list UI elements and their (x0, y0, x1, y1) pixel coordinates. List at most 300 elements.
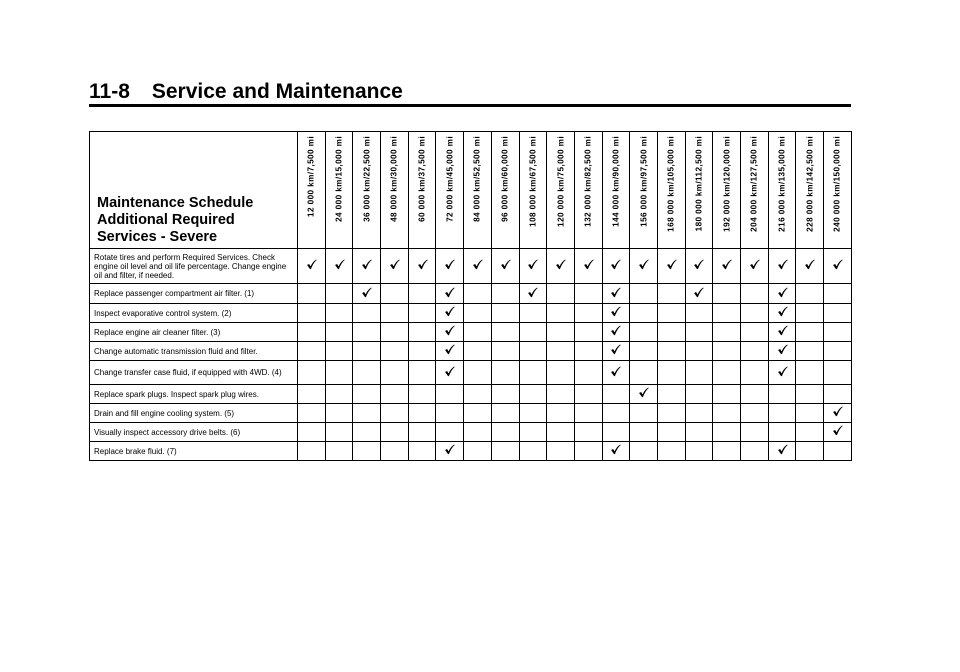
schedule-cell (824, 249, 852, 284)
schedule-cell (464, 442, 492, 461)
schedule-cell (574, 423, 602, 442)
checkmark-icon (832, 404, 843, 415)
table-row (90, 385, 852, 404)
interval-label: 36 000 km/22,500 mi (362, 136, 372, 222)
schedule-cell (436, 249, 464, 284)
service-description: Replace spark plugs. Inspect spark plug wires. (90, 385, 298, 404)
checkmark-icon (306, 257, 317, 268)
schedule-cell (353, 361, 381, 385)
schedule-cell (436, 304, 464, 323)
schedule-cell (657, 304, 685, 323)
schedule-cell (768, 342, 796, 361)
schedule-cell (768, 423, 796, 442)
schedule-cell (657, 442, 685, 461)
schedule-cell (713, 385, 741, 404)
table-row (90, 342, 852, 361)
schedule-cell (298, 423, 326, 442)
schedule-cell (353, 249, 381, 284)
schedule-cell (353, 284, 381, 304)
schedule-cell (464, 304, 492, 323)
schedule-cell (602, 284, 630, 304)
schedule-cell (768, 385, 796, 404)
schedule-cell (796, 361, 824, 385)
checkmark-icon (610, 257, 621, 268)
schedule-cell (796, 423, 824, 442)
checkmark-icon (444, 364, 455, 375)
schedule-cell (298, 342, 326, 361)
schedule-cell (796, 284, 824, 304)
checkmark-icon (610, 442, 621, 453)
schedule-cell (325, 442, 353, 461)
interval-header (630, 132, 658, 249)
schedule-cell (574, 442, 602, 461)
schedule-cell (381, 284, 409, 304)
checkmark-icon (444, 342, 455, 353)
schedule-cell (298, 323, 326, 342)
interval-header (713, 132, 741, 249)
schedule-cell (574, 284, 602, 304)
schedule-cell (685, 323, 713, 342)
schedule-cell (436, 442, 464, 461)
interval-header (547, 132, 575, 249)
schedule-cell (630, 442, 658, 461)
schedule-cell (408, 284, 436, 304)
schedule-cell (630, 323, 658, 342)
schedule-cell (353, 442, 381, 461)
schedule-cell (741, 361, 769, 385)
interval-header (657, 132, 685, 249)
schedule-cell (768, 404, 796, 423)
service-description: Replace brake fluid. (7) (90, 442, 298, 461)
service-description: Rotate tires and perform Required Services. Check engine oil level and oil life percentage. Change engine oil and filter, if needed. (90, 249, 298, 284)
schedule-cell (713, 342, 741, 361)
schedule-cell (657, 361, 685, 385)
schedule-cell (408, 442, 436, 461)
schedule-cell (574, 404, 602, 423)
schedule-cell (408, 404, 436, 423)
checkmark-icon (804, 257, 815, 268)
interval-label: 192 000 km/120,000 mi (722, 136, 732, 232)
interval-header (381, 132, 409, 249)
interval-header (741, 132, 769, 249)
schedule-cell (741, 404, 769, 423)
checkmark-icon (721, 257, 732, 268)
schedule-cell (298, 361, 326, 385)
checkmark-icon (638, 385, 649, 396)
service-description: Replace engine air cleaner filter. (3) (90, 323, 298, 342)
schedule-cell (713, 442, 741, 461)
schedule-cell (325, 323, 353, 342)
schedule-cell (741, 423, 769, 442)
schedule-cell (824, 442, 852, 461)
schedule-cell (741, 249, 769, 284)
schedule-cell (685, 284, 713, 304)
page-header (89, 80, 851, 104)
schedule-cell (519, 304, 547, 323)
schedule-cell (685, 423, 713, 442)
service-description: Change transfer case fluid, if equipped with 4WD. (4) (90, 361, 298, 385)
schedule-cell (491, 404, 519, 423)
schedule-cell (713, 404, 741, 423)
checkmark-icon (693, 257, 704, 268)
schedule-cell (768, 284, 796, 304)
checkmark-icon (527, 285, 538, 296)
schedule-cell (824, 423, 852, 442)
section-title: Service and Maintenance (151, 80, 403, 103)
schedule-cell (408, 249, 436, 284)
schedule-cell (630, 385, 658, 404)
schedule-cell (547, 361, 575, 385)
table-row (90, 323, 852, 342)
schedule-cell (381, 385, 409, 404)
interval-label: 156 000 km/97,500 mi (639, 136, 649, 227)
schedule-cell (464, 249, 492, 284)
checkmark-icon (777, 304, 788, 315)
schedule-cell (602, 323, 630, 342)
schedule-cell (408, 385, 436, 404)
table-row (90, 284, 852, 304)
checkmark-icon (444, 257, 455, 268)
schedule-cell (685, 304, 713, 323)
schedule-cell (298, 404, 326, 423)
schedule-cell (325, 404, 353, 423)
schedule-cell (298, 385, 326, 404)
table-title-line: Additional Required (97, 212, 235, 228)
interval-header (353, 132, 381, 249)
table-title (90, 132, 298, 249)
checkmark-icon (777, 342, 788, 353)
schedule-cell (547, 342, 575, 361)
service-description: Change automatic transmission fluid and filter. (90, 342, 298, 361)
schedule-cell (519, 284, 547, 304)
interval-label: 12 000 km/7,500 mi (306, 136, 316, 217)
interval-label: 240 000 km/150,000 mi (832, 136, 842, 232)
schedule-cell (547, 323, 575, 342)
schedule-cell (824, 284, 852, 304)
schedule-cell (381, 442, 409, 461)
schedule-cell (298, 442, 326, 461)
schedule-cell (630, 284, 658, 304)
schedule-cell (741, 342, 769, 361)
schedule-cell (657, 284, 685, 304)
interval-label: 216 000 km/135,000 mi (777, 136, 787, 232)
schedule-cell (824, 304, 852, 323)
schedule-cell (519, 323, 547, 342)
schedule-cell (657, 385, 685, 404)
schedule-cell (630, 249, 658, 284)
schedule-cell (713, 284, 741, 304)
checkmark-icon (610, 342, 621, 353)
interval-header (824, 132, 852, 249)
schedule-cell (574, 323, 602, 342)
schedule-cell (630, 423, 658, 442)
schedule-cell (519, 404, 547, 423)
schedule-cell (574, 361, 602, 385)
schedule-cell (741, 284, 769, 304)
interval-header (519, 132, 547, 249)
interval-label: 60 000 km/37,500 mi (417, 136, 427, 222)
checkmark-icon (832, 257, 843, 268)
interval-label: 144 000 km/90,000 mi (611, 136, 621, 227)
schedule-cell (547, 304, 575, 323)
checkmark-icon (444, 442, 455, 453)
schedule-cell (602, 249, 630, 284)
schedule-cell (436, 361, 464, 385)
schedule-cell (298, 284, 326, 304)
interval-header (574, 132, 602, 249)
schedule-cell (768, 442, 796, 461)
schedule-cell (741, 323, 769, 342)
schedule-cell (630, 361, 658, 385)
schedule-cell (768, 323, 796, 342)
schedule-cell (824, 404, 852, 423)
schedule-cell (630, 404, 658, 423)
schedule-cell (491, 423, 519, 442)
schedule-cell (657, 404, 685, 423)
interval-header (768, 132, 796, 249)
checkmark-icon (500, 257, 511, 268)
schedule-cell (491, 323, 519, 342)
interval-label: 180 000 km/112,500 mi (694, 136, 704, 232)
interval-header (436, 132, 464, 249)
interval-label: 84 000 km/52,500 mi (472, 136, 482, 222)
schedule-cell (657, 423, 685, 442)
schedule-cell (464, 342, 492, 361)
schedule-cell (574, 249, 602, 284)
schedule-cell (325, 361, 353, 385)
schedule-cell (491, 284, 519, 304)
interval-label: 204 000 km/127,500 mi (749, 136, 759, 232)
schedule-cell (464, 404, 492, 423)
schedule-cell (713, 361, 741, 385)
schedule-cell (547, 284, 575, 304)
checkmark-icon (444, 285, 455, 296)
schedule-cell (685, 385, 713, 404)
interval-header (685, 132, 713, 249)
checkmark-icon (777, 442, 788, 453)
schedule-cell (796, 342, 824, 361)
interval-header (325, 132, 353, 249)
service-description: Inspect evaporative control system. (2) (90, 304, 298, 323)
schedule-cell (768, 249, 796, 284)
schedule-cell (574, 342, 602, 361)
maintenance-schedule-table (89, 131, 852, 461)
checkmark-icon (610, 323, 621, 334)
checkmark-icon (444, 304, 455, 315)
schedule-cell (796, 442, 824, 461)
schedule-cell (713, 249, 741, 284)
schedule-cell (436, 323, 464, 342)
checkmark-icon (444, 323, 455, 334)
checkmark-icon (555, 257, 566, 268)
schedule-cell (519, 249, 547, 284)
schedule-cell (602, 385, 630, 404)
checkmark-icon (777, 364, 788, 375)
schedule-cell (325, 423, 353, 442)
schedule-cell (491, 361, 519, 385)
service-description: Drain and fill engine cooling system. (5) (90, 404, 298, 423)
schedule-cell (602, 304, 630, 323)
interval-label: 48 000 km/30,000 mi (389, 136, 399, 222)
checkmark-icon (610, 364, 621, 375)
checkmark-icon (417, 257, 428, 268)
checkmark-icon (334, 257, 345, 268)
checkmark-icon (583, 257, 594, 268)
schedule-cell (657, 323, 685, 342)
checkmark-icon (666, 257, 677, 268)
schedule-cell (491, 385, 519, 404)
interval-label: 24 000 km/15,000 mi (334, 136, 344, 222)
schedule-cell (547, 423, 575, 442)
schedule-cell (491, 342, 519, 361)
checkmark-icon (777, 257, 788, 268)
schedule-cell (741, 442, 769, 461)
schedule-cell (436, 404, 464, 423)
table-title-line: Services - Severe (97, 229, 218, 245)
schedule-cell (381, 342, 409, 361)
schedule-cell (436, 342, 464, 361)
schedule-cell (491, 249, 519, 284)
schedule-cell (602, 361, 630, 385)
schedule-cell (464, 284, 492, 304)
schedule-cell (519, 342, 547, 361)
interval-header (602, 132, 630, 249)
schedule-cell (464, 361, 492, 385)
table-row (90, 442, 852, 461)
interval-label: 168 000 km/105,000 mi (666, 136, 676, 232)
schedule-cell (713, 423, 741, 442)
table-row (90, 304, 852, 323)
schedule-cell (824, 361, 852, 385)
interval-header (298, 132, 326, 249)
schedule-cell (685, 404, 713, 423)
schedule-cell (796, 249, 824, 284)
checkmark-icon (610, 285, 621, 296)
schedule-cell (602, 423, 630, 442)
checkmark-icon (389, 257, 400, 268)
table-title-line: Maintenance Schedule (97, 195, 254, 211)
checkmark-icon (693, 285, 704, 296)
schedule-cell (574, 385, 602, 404)
schedule-cell (602, 342, 630, 361)
checkmark-icon (832, 423, 843, 434)
schedule-cell (547, 442, 575, 461)
service-description: Replace passenger compartment air filter. (1) (90, 284, 298, 304)
table-row (90, 249, 852, 284)
interval-header (408, 132, 436, 249)
checkmark-icon (749, 257, 760, 268)
schedule-cell (436, 385, 464, 404)
schedule-cell (325, 385, 353, 404)
schedule-cell (630, 342, 658, 361)
interval-header (464, 132, 492, 249)
schedule-cell (519, 423, 547, 442)
schedule-cell (325, 342, 353, 361)
table-row (90, 361, 852, 385)
schedule-cell (519, 361, 547, 385)
schedule-cell (685, 442, 713, 461)
schedule-cell (381, 249, 409, 284)
schedule-cell (381, 423, 409, 442)
schedule-cell (325, 304, 353, 323)
service-description: Visually inspect accessory drive belts. (6) (90, 423, 298, 442)
checkmark-icon (361, 285, 372, 296)
schedule-cell (381, 404, 409, 423)
schedule-cell (796, 323, 824, 342)
schedule-cell (602, 442, 630, 461)
schedule-cell (547, 404, 575, 423)
interval-label: 96 000 km/60,000 mi (500, 136, 510, 222)
checkmark-icon (638, 257, 649, 268)
schedule-cell (547, 249, 575, 284)
schedule-cell (298, 304, 326, 323)
schedule-cell (381, 304, 409, 323)
schedule-cell (824, 385, 852, 404)
schedule-cell (464, 423, 492, 442)
interval-label: 108 000 km/67,500 mi (528, 136, 538, 227)
schedule-cell (408, 361, 436, 385)
interval-label: 132 000 km/82,500 mi (583, 136, 593, 227)
schedule-cell (547, 385, 575, 404)
schedule-cell (408, 323, 436, 342)
schedule-cell (491, 304, 519, 323)
schedule-cell (796, 304, 824, 323)
schedule-cell (768, 304, 796, 323)
header-rule (89, 104, 851, 107)
schedule-cell (657, 249, 685, 284)
schedule-cell (796, 385, 824, 404)
table-row (90, 423, 852, 442)
schedule-cell (602, 404, 630, 423)
schedule-cell (353, 342, 381, 361)
schedule-cell (298, 249, 326, 284)
schedule-cell (574, 304, 602, 323)
interval-header-row (90, 132, 852, 249)
schedule-cell (630, 304, 658, 323)
schedule-cell (408, 342, 436, 361)
schedule-cell (685, 342, 713, 361)
interval-label: 72 000 km/45,000 mi (445, 136, 455, 222)
schedule-cell (685, 361, 713, 385)
checkmark-icon (777, 285, 788, 296)
schedule-cell (464, 323, 492, 342)
schedule-cell (824, 342, 852, 361)
schedule-cell (713, 304, 741, 323)
interval-label: 228 000 km/142,500 mi (805, 136, 815, 232)
schedule-cell (353, 304, 381, 323)
interval-header (796, 132, 824, 249)
schedule-cell (713, 323, 741, 342)
schedule-cell (741, 385, 769, 404)
checkmark-icon (527, 257, 538, 268)
schedule-cell (325, 249, 353, 284)
schedule-cell (325, 284, 353, 304)
interval-header (491, 132, 519, 249)
schedule-cell (353, 423, 381, 442)
schedule-cell (353, 323, 381, 342)
schedule-cell (741, 304, 769, 323)
schedule-cell (464, 385, 492, 404)
schedule-cell (685, 249, 713, 284)
page-number: 11-8 (89, 80, 130, 103)
checkmark-icon (610, 304, 621, 315)
schedule-cell (436, 423, 464, 442)
checkmark-icon (777, 323, 788, 334)
schedule-cell (408, 304, 436, 323)
schedule-cell (491, 442, 519, 461)
schedule-cell (519, 385, 547, 404)
schedule-cell (824, 323, 852, 342)
